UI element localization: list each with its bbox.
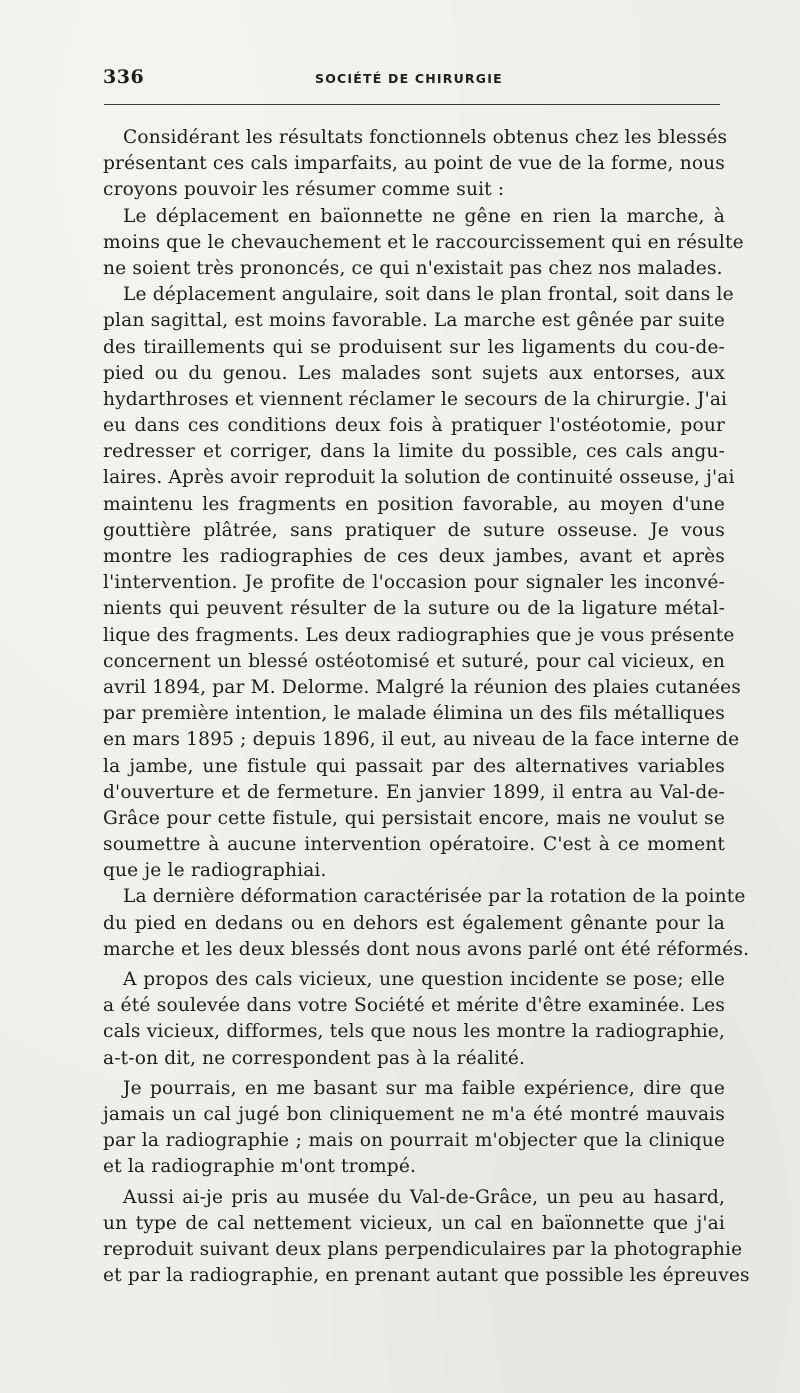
text-line: a-t-on dit, ne correspondent pas à la réalité.	[103, 1047, 526, 1069]
body-text	[103, 125, 750, 1289]
text-line: Je pourrais, en me basant sur ma faible expérience, dire que	[123, 1077, 725, 1099]
text-line: soumettre à aucune intervention opératoire. C'est à ce moment	[103, 834, 725, 856]
text-line: cals vicieux, difformes, tels que nous les montre la radiographie,	[103, 1021, 725, 1043]
page-header	[103, 66, 723, 98]
text-line: maintenu les fragments en position favorable, au moyen d'une	[103, 493, 725, 515]
text-line: montre les radiographies de ces deux jambes, avant et après	[103, 546, 725, 567]
text-line: un type de cal nettement vicieux, un cal en baïonnette que j'ai	[103, 1212, 725, 1234]
text-line: La dernière déformation caractérisée par la rotation de la pointe	[123, 886, 746, 908]
text-line: du pied en dedans ou en dehors est également gênante pour la	[103, 912, 725, 934]
text-line: gouttière plâtrée, sans pratiquer de suture osseuse. Je vous	[103, 519, 725, 541]
text-line: Le déplacement en baïonnette ne gêne en rien la marche, à	[123, 205, 725, 227]
text-line: plan sagittal, est moins favorable. La marche est gênée par suite	[103, 310, 725, 332]
text-line: par la radiographie ; mais on pourrait m'objecter que la clinique	[103, 1130, 725, 1152]
text-line: présentant ces cals imparfaits, au point de vue de la forme, nous	[103, 153, 725, 175]
paragraph	[103, 282, 741, 884]
text-line: moins que le chevauchement et le raccourcissement qui en résulte	[103, 231, 744, 253]
text-line: lique des fragments. Les deux radiographies que je vous présente	[103, 624, 735, 646]
text-line: jamais un cal jugé bon cliniquement ne m'a été montré mauvais	[103, 1103, 725, 1125]
text-line: et la radiographie m'ont trompé.	[103, 1156, 417, 1178]
paragraph	[103, 204, 744, 283]
text-line: pied ou du genou. Les malades sont sujets aux entorses, aux	[103, 362, 725, 384]
paragraph	[103, 967, 725, 1072]
text-line: concernent un blessé ostéotomisé et suturé, pour cal vicieux, en	[103, 650, 725, 672]
text-line: ne soient très prononcés, ce qui n'existait pas chez nos malades.	[103, 257, 723, 279]
text-line: que je le radiographiai.	[103, 860, 327, 882]
text-line: marche et les deux blessés dont nous avons parlé ont été réformés.	[103, 938, 750, 960]
paragraph	[103, 1185, 750, 1290]
header-rule	[104, 104, 720, 105]
text-line: A propos des cals vicieux, une question incidente se pose; elle	[123, 969, 725, 990]
running-title: SOCIÉTÉ DE CHIRURGIE	[315, 71, 503, 86]
text-line: Le déplacement angulaire, soit dans le plan frontal, soit dans le	[123, 284, 734, 306]
text-line: et par la radiographie, en prenant autant que possible les épreuves	[103, 1265, 750, 1287]
paragraph	[103, 884, 750, 963]
text-line: d'ouverture et de fermeture. En janvier 1899, il entra au Val-de-	[103, 781, 725, 803]
text-line: en mars 1895 ; depuis 1896, il eut, au niveau de la face interne de	[103, 729, 740, 751]
page-number: 336	[103, 66, 145, 88]
text-line: nients qui peuvent résulter de la suture ou de la ligature métal-	[103, 598, 725, 620]
text-line: avril 1894, par M. Delorme. Malgré la réunion des plaies cutanées	[103, 676, 741, 698]
text-line: Aussi ai-je pris au musée du Val-de-Grâce, un peu au hasard,	[123, 1186, 725, 1208]
text-line: eu dans ces conditions deux fois à pratiquer l'ostéotomie, pour	[103, 415, 725, 437]
text-line: laires. Après avoir reproduit la solution de continuité osseuse, j'ai	[103, 467, 735, 489]
text-line: croyons pouvoir les résumer comme suit :	[103, 179, 505, 201]
paragraph	[103, 125, 728, 204]
text-line: hydarthroses et viennent réclamer le secours de la chirurgie. J'ai	[103, 388, 728, 410]
text-line: Grâce pour cette fistule, qui persistait encore, mais ne voulut se	[103, 807, 725, 829]
text-line: des tiraillements qui se produisent sur les ligaments du cou-de-	[103, 336, 725, 358]
text-line: la jambe, une fistule qui passait par des alternatives variables	[103, 755, 725, 777]
text-line: l'intervention. Je profite de l'occasion pour signaler les inconvé-	[103, 572, 725, 594]
text-line: redresser et corriger, dans la limite du possible, ces cals angu-	[103, 441, 725, 463]
text-line: Considérant les résultats fonctionnels obtenus chez les blessés	[123, 127, 728, 148]
text-line: a été soulevée dans votre Société et mérite d'être examinée. Les	[103, 995, 725, 1017]
paragraph	[103, 1076, 725, 1181]
text-line: par première intention, le malade élimina un des fils métalliques	[103, 703, 725, 725]
text-line: reproduit suivant deux plans perpendiculaires par la photographie	[103, 1238, 743, 1260]
